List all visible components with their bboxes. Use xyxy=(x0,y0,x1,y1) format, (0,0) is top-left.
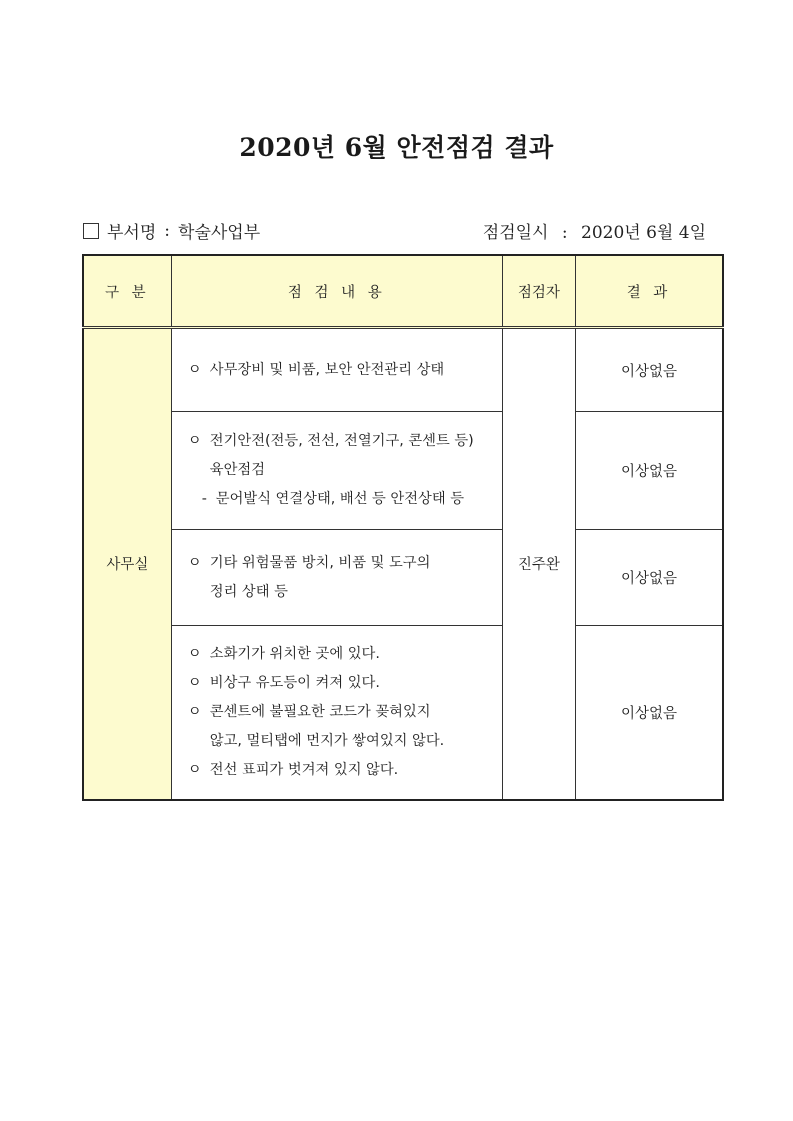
table-row xyxy=(83,328,723,412)
content-line xyxy=(188,427,502,456)
content-text: 육안점검 xyxy=(209,462,266,478)
bullet-icon: - xyxy=(201,491,207,507)
table-header-row xyxy=(83,255,723,328)
department-label: 부서명 xyxy=(107,223,157,243)
content-line xyxy=(188,356,502,385)
result-cell: 이상없음 xyxy=(576,530,723,626)
inspection-date-value: 2020년 6월 4일 xyxy=(581,223,706,243)
content-line xyxy=(188,756,502,785)
content-cell xyxy=(171,328,502,412)
content-text: 사무장비 및 비품, 보안 안전관리 상태 xyxy=(209,361,445,378)
content-line xyxy=(188,578,502,607)
content-text: 전선 표피가 벗겨져 있지 않다. xyxy=(209,761,399,778)
bullet-icon: ㅇ xyxy=(187,674,202,691)
content-line xyxy=(188,669,502,698)
content-text: 기타 위험물품 방치, 비품 및 도구의 xyxy=(209,554,431,571)
result-cell: 이상없음 xyxy=(576,412,723,530)
content-text: 비상구 유도등이 켜져 있다. xyxy=(209,674,380,691)
bullet-icon: ㅇ xyxy=(187,645,202,662)
content-line xyxy=(188,698,502,727)
content-line xyxy=(188,727,502,756)
content-line xyxy=(188,640,502,669)
content-line xyxy=(188,456,502,485)
bullet-icon: ㅇ xyxy=(187,361,202,378)
content-text: 소화기가 위치한 곳에 있다. xyxy=(209,645,380,662)
table-row xyxy=(83,626,723,800)
bullet-icon: ㅇ xyxy=(187,761,202,778)
content-cell xyxy=(171,626,502,800)
content-text: 전기안전(전등, 전선, 전열기구, 콘센트 등) xyxy=(209,433,474,449)
bullet-icon: ㅇ xyxy=(187,554,202,571)
content-cell xyxy=(171,530,502,626)
content-text: 콘센트에 불필요한 코드가 꽂혀있지 xyxy=(209,703,431,720)
inspection-date-separator: : xyxy=(561,223,568,243)
header-result: 결 과 xyxy=(576,255,723,328)
header-content: 점 검 내 용 xyxy=(171,255,502,328)
category-cell: 사무실 xyxy=(83,328,171,800)
checkbox-icon xyxy=(83,223,99,239)
bullet-icon: ㅇ xyxy=(187,703,202,720)
content-line xyxy=(188,549,502,578)
department-separator: : xyxy=(164,220,171,241)
table-row xyxy=(83,412,723,530)
inspector-cell: 진주완 xyxy=(502,328,575,800)
department-value: 학술사업부 xyxy=(178,223,261,243)
inspection-date-label: 점검일시 xyxy=(482,223,549,243)
content-text: 정리 상태 등 xyxy=(209,583,288,600)
inspection-table xyxy=(82,254,724,801)
result-cell: 이상없음 xyxy=(576,328,723,412)
content-text: 문어발식 연결상태, 배선 등 안전상태 등 xyxy=(215,491,465,507)
content-text: 않고, 멀티탭에 먼지가 쌓여있지 않다. xyxy=(209,732,445,749)
header-inspector: 점검자 xyxy=(502,255,575,328)
content-line xyxy=(188,485,502,514)
page-title: 2020년 6월 안전점검 결과 xyxy=(239,133,554,162)
table-row xyxy=(83,530,723,626)
result-cell: 이상없음 xyxy=(576,626,723,800)
department-line xyxy=(83,218,260,243)
content-cell xyxy=(171,412,502,530)
bullet-icon: ㅇ xyxy=(187,433,202,449)
inspection-date-line xyxy=(483,218,706,243)
header-category: 구 분 xyxy=(83,255,171,328)
